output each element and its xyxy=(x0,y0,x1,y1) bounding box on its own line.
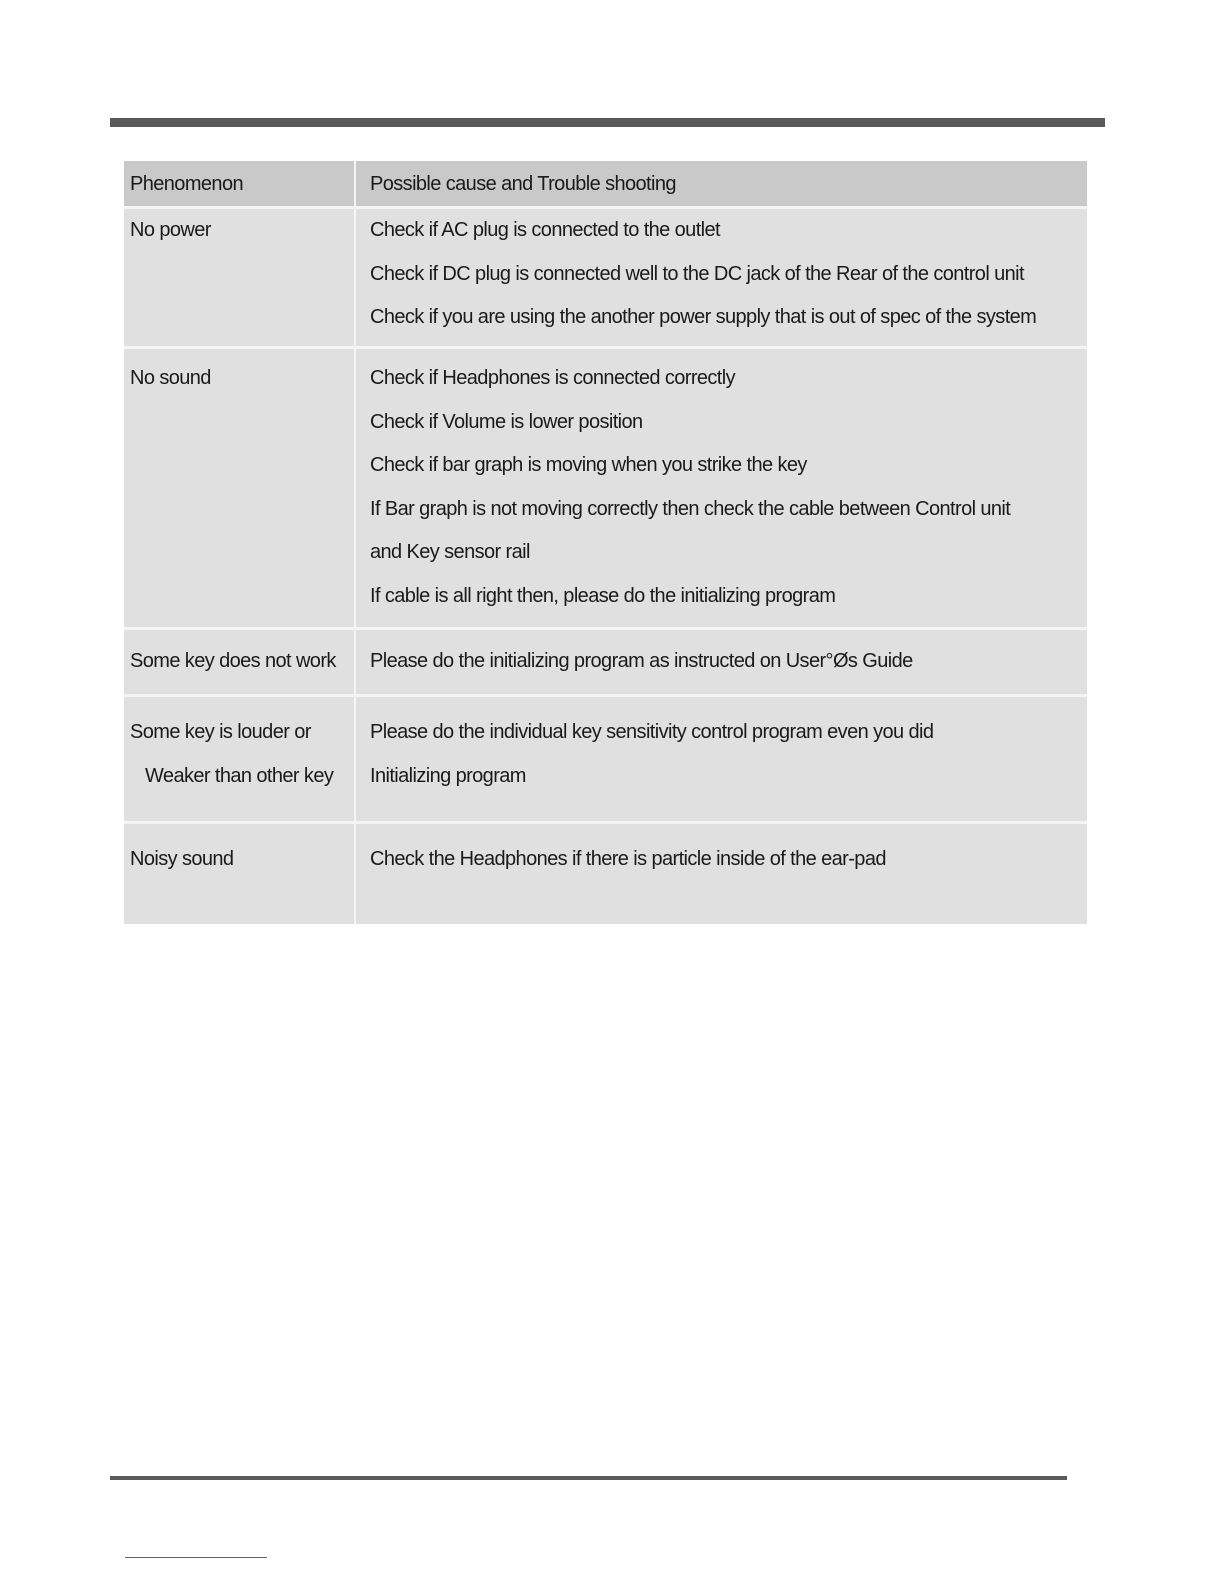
cause-cell xyxy=(356,824,1087,924)
cause-cell xyxy=(356,630,1087,694)
table-row xyxy=(124,824,1087,924)
phenomenon-text: No power xyxy=(130,219,211,241)
phenomenon-text: Some key is louder or xyxy=(130,721,311,743)
header-cause: Possible cause and Trouble shooting xyxy=(370,173,676,195)
phenomenon-cell xyxy=(124,630,356,694)
cause-text: Check if Volume is lower position xyxy=(370,410,643,433)
table-row xyxy=(124,630,1087,697)
cause-cell xyxy=(356,349,1087,627)
header-phenomenon-cell xyxy=(124,161,356,206)
cause-text: Check if you are using the another power supply that is out of spec of the system xyxy=(370,306,1037,329)
cause-text: Check the Headphones if there is particle inside of the ear-pad xyxy=(370,848,886,870)
cause-text: Please do the initializing program as instructed on User°Øs Guide xyxy=(370,650,913,672)
cause-text: Check if bar graph is moving when you strike the key xyxy=(370,454,807,477)
cause-text: Please do the individual key sensitivity control program even you did xyxy=(370,721,934,743)
cause-text: If Bar graph is not moving correctly then check the cable between Control unit xyxy=(370,497,1011,520)
cause-text: Check if DC plug is connected well to the DC jack of the Rear of the control unit xyxy=(370,262,1024,285)
table-row xyxy=(124,349,1087,630)
cause-cell xyxy=(356,697,1087,821)
table-header-row xyxy=(124,161,1087,209)
footer-rule xyxy=(110,1476,1067,1480)
header-phenomenon: Phenomenon xyxy=(130,173,243,195)
phenomenon-text: No sound xyxy=(130,367,211,389)
phenomenon-text: Noisy sound xyxy=(130,848,234,870)
cause-text: If cable is all right then, please do the initializing program xyxy=(370,584,836,607)
cause-cell xyxy=(356,209,1087,346)
phenomenon-text: Some key does not work xyxy=(130,650,336,672)
cause-text: Check if AC plug is connected to the outlet xyxy=(370,219,720,241)
phenomenon-text: Weaker than other key xyxy=(145,764,334,787)
footer-underline xyxy=(125,1557,267,1558)
cause-text: and Key sensor rail xyxy=(370,541,530,564)
phenomenon-cell xyxy=(124,349,356,627)
phenomenon-cell xyxy=(124,824,356,924)
header-cause-cell xyxy=(356,161,1087,206)
table-row xyxy=(124,697,1087,824)
troubleshooting-table xyxy=(124,161,1087,924)
cause-text: Check if Headphones is connected correctly xyxy=(370,367,736,389)
table-row xyxy=(124,209,1087,349)
phenomenon-cell xyxy=(124,697,356,821)
header-rule xyxy=(110,118,1105,127)
phenomenon-cell xyxy=(124,209,356,346)
cause-text: Initializing program xyxy=(370,764,526,787)
